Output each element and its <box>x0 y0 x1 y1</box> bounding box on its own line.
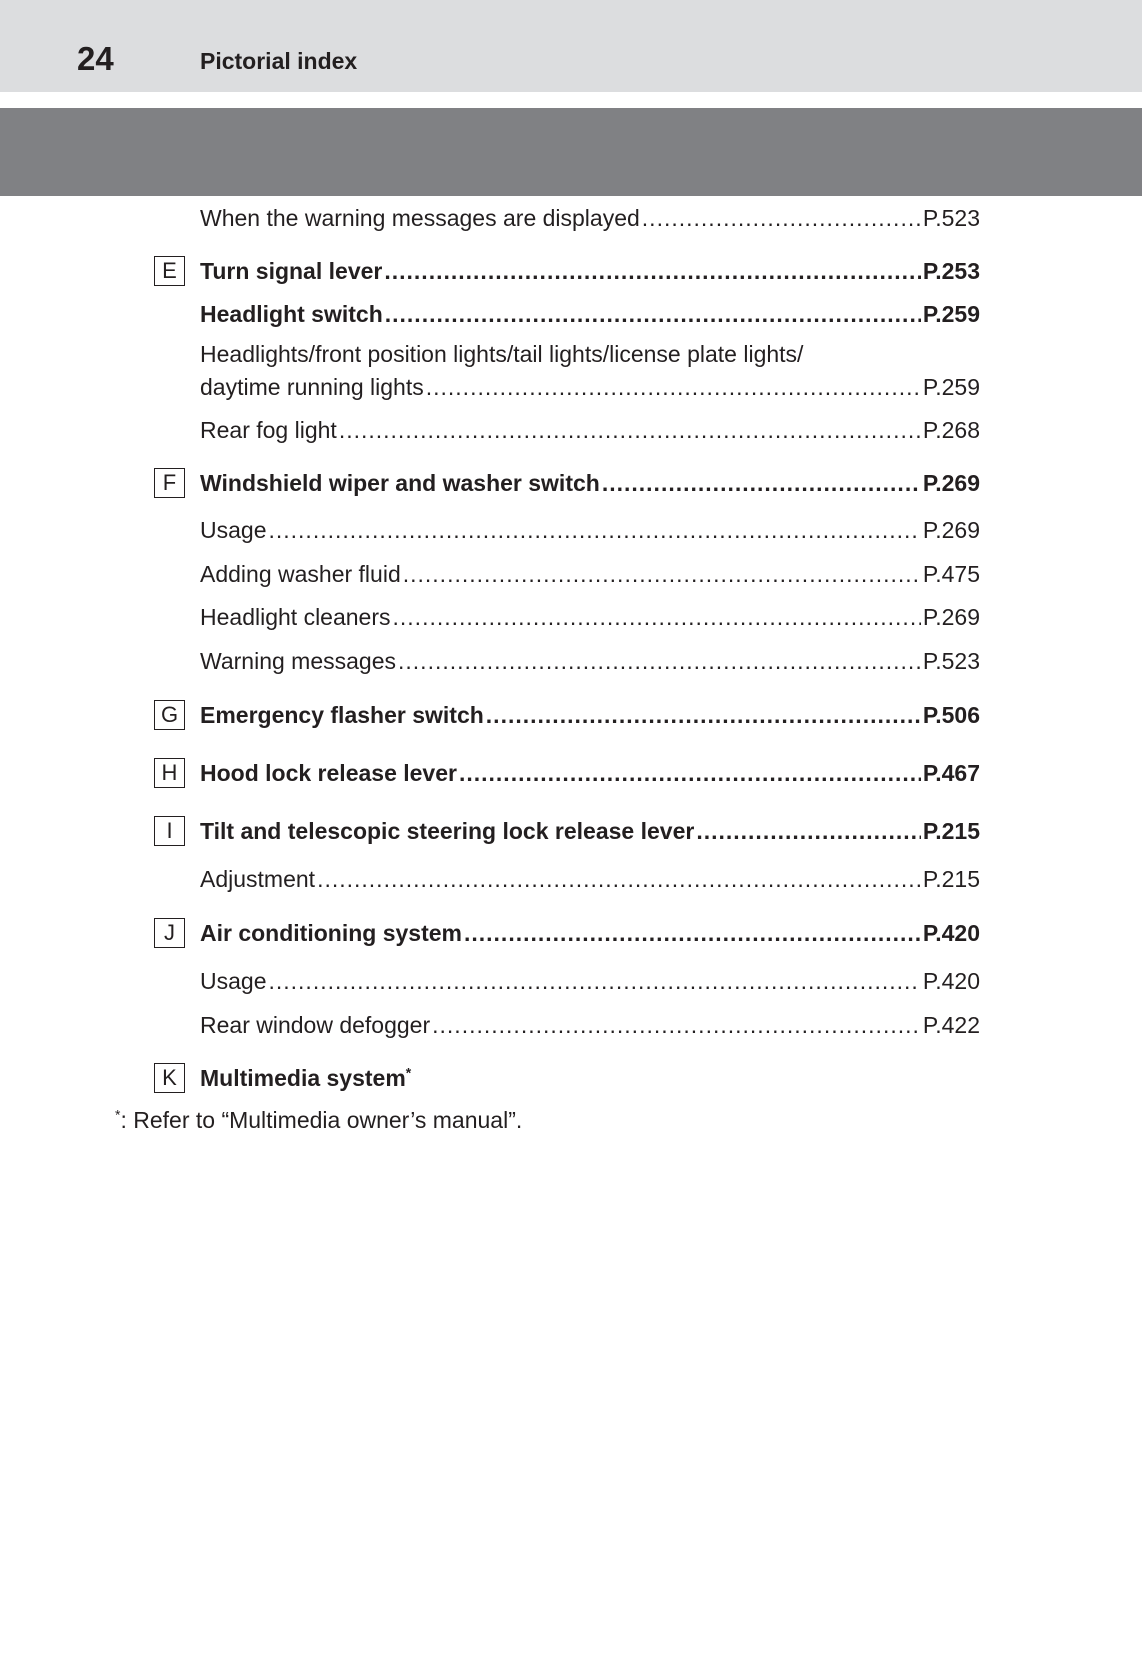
leader-dots <box>432 1011 921 1039</box>
entry-label: daytime running lights <box>200 374 424 400</box>
index-entry <box>200 204 980 232</box>
entry-page: P.523 <box>922 205 980 231</box>
footnote <box>115 1106 522 1134</box>
index-entry <box>200 647 980 675</box>
entry-page: P.215 <box>922 818 980 844</box>
index-entry <box>200 416 980 444</box>
index-entry-heading <box>200 300 980 328</box>
index-entry-heading <box>200 759 980 787</box>
entry-label: Usage <box>200 517 267 543</box>
leader-dots <box>268 967 920 995</box>
index-entry-heading <box>200 257 980 285</box>
index-entry-heading <box>200 919 980 947</box>
header-band <box>0 0 1142 92</box>
entry-page: P.523 <box>922 648 980 674</box>
index-entry-heading <box>200 469 980 497</box>
entry-label: Headlight cleaners <box>200 604 391 630</box>
leader-dots <box>486 701 921 729</box>
index-entry <box>200 603 980 631</box>
index-entry <box>200 967 980 995</box>
entry-page: P.215 <box>922 866 980 892</box>
entry-label: Headlight switch <box>200 301 383 327</box>
leader-dots <box>642 204 921 232</box>
entry-label-line1: Headlights/front position lights/tail lights/license plate lights/ <box>200 341 804 367</box>
leader-dots <box>384 257 921 285</box>
index-entry <box>200 560 980 588</box>
entry-label: When the warning messages are displayed <box>200 205 640 231</box>
item-letter-e: E <box>154 256 185 286</box>
leader-dots <box>464 919 921 947</box>
entry-page: P.259 <box>922 374 980 400</box>
entry-page: P.475 <box>922 561 980 587</box>
footnote-text: : Refer to “Multimedia owner’s manual”. <box>120 1107 523 1133</box>
item-letter-h: H <box>154 758 185 788</box>
entry-label: Adding washer fluid <box>200 561 401 587</box>
item-letter-g: G <box>154 700 185 730</box>
leader-dots <box>602 469 921 497</box>
leader-dots <box>393 603 921 631</box>
entry-label: Usage <box>200 968 267 994</box>
index-entry-heading <box>200 817 980 845</box>
entry-label: Emergency flasher switch <box>200 702 484 728</box>
index-entry <box>200 340 980 401</box>
leader-dots <box>696 817 921 845</box>
entry-label: Rear fog light <box>200 417 337 443</box>
entry-label: Tilt and telescopic steering lock release lever <box>200 818 695 844</box>
entry-page: P.253 <box>922 258 980 284</box>
leader-dots <box>268 516 920 544</box>
item-letter-k: K <box>154 1063 185 1093</box>
page-number: 24 <box>77 40 114 77</box>
entry-page: P.269 <box>922 604 980 630</box>
item-letter-j: J <box>154 918 185 948</box>
entry-page: P.269 <box>922 517 980 543</box>
entry-page: P.268 <box>922 417 980 443</box>
entry-label: Windshield wiper and washer switch <box>200 470 600 496</box>
entry-label: Hood lock release lever <box>200 760 457 786</box>
leader-dots <box>459 759 921 787</box>
entry-page: P.259 <box>922 301 980 327</box>
entry-page: P.269 <box>922 470 980 496</box>
entry-label: Rear window defogger <box>200 1012 431 1038</box>
entry-page: P.420 <box>922 920 980 946</box>
leader-dots <box>403 560 921 588</box>
entry-label: Multimedia system <box>200 1065 406 1091</box>
item-letter-f: F <box>154 468 185 498</box>
leader-dots <box>317 865 921 893</box>
entry-label: Adjustment <box>200 866 316 892</box>
entry-page: P.506 <box>922 702 980 728</box>
entry-page: P.420 <box>922 968 980 994</box>
index-entry-heading <box>200 701 980 729</box>
section-title: Pictorial index <box>200 48 358 74</box>
footnote-marker: * <box>115 1106 121 1123</box>
entry-page: P.467 <box>922 760 980 786</box>
leader-dots <box>339 416 921 444</box>
leader-dots <box>426 373 921 401</box>
entry-page: P.422 <box>922 1012 980 1038</box>
entry-label: Air conditioning system <box>200 920 462 946</box>
leader-dots <box>398 647 921 675</box>
index-entry <box>200 516 980 544</box>
index-entry <box>200 1011 980 1039</box>
index-entry <box>200 865 980 893</box>
entry-label: Turn signal lever <box>200 258 383 284</box>
section-banner <box>0 108 1142 196</box>
item-letter-i: I <box>154 816 185 846</box>
leader-dots <box>385 300 921 328</box>
footnote-marker: * <box>405 1064 412 1081</box>
entry-label: Warning messages <box>200 648 397 674</box>
index-entry-heading <box>200 1064 980 1092</box>
